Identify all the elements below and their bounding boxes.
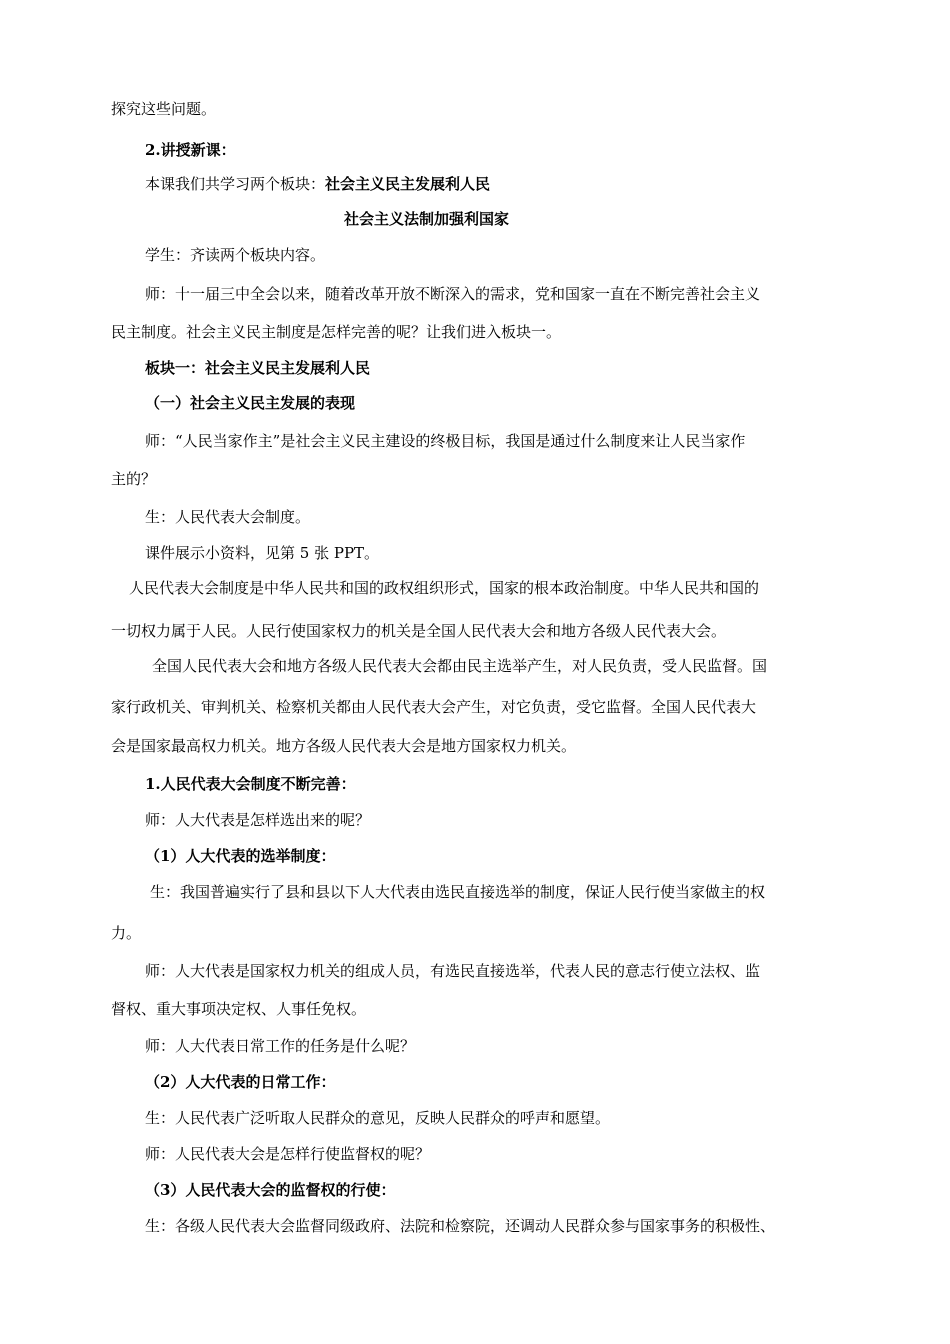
text-line: 学生：齐读两个板块内容。: [145, 246, 326, 264]
text-line: 师：人大代表是国家权力机关的组成人员，有选民直接选举，代表人民的意志行使立法权、监: [145, 962, 761, 980]
text-line: 课件展示小资料，见第 5 张 PPT。: [145, 544, 380, 562]
text-line: 力。: [111, 924, 142, 942]
text-line: 师：十一届三中全会以来，随着改革开放不断深入的需求，党和国家一直在不断完善社会主义: [145, 285, 761, 303]
numbered-heading: 1.人民代表大会制度不断完善：: [145, 775, 356, 793]
text-line: 师：“人民当家作主”是社会主义民主建设的终极目标，我国是通过什么制度来让人民当家作: [145, 432, 746, 450]
sub-heading: （一）社会主义民主发展的表现: [145, 394, 356, 412]
text-line: 民主制度。社会主义民主制度是怎样完善的呢？让我们进入板块一。: [111, 323, 562, 341]
block-heading: 板块一：社会主义民主发展利人民: [145, 359, 371, 377]
intro-text: 本课我们共学习两个板块：: [145, 175, 326, 193]
numbered-heading: （1）人大代表的选举制度：: [145, 847, 336, 865]
text-line: 主的？: [111, 470, 157, 488]
text-line: 人民代表大会制度是中华人民共和国的政权组织形式，国家的根本政治制度。中华人民共和国的: [129, 579, 760, 597]
text-line: 探究这些问题。: [111, 100, 217, 118]
section-heading: 2.讲授新课：: [145, 141, 236, 159]
text-line: 督权、重大事项决定权、人事任免权。: [111, 1000, 367, 1018]
text-line: 师：人大代表日常工作的任务是什么呢？: [145, 1037, 416, 1055]
text-line: 生：我国普遍实行了县和县以下人大代表由选民直接选举的制度，保证人民行使当家做主的权: [150, 883, 766, 901]
text-line: 师：人大代表是怎样选出来的呢？: [145, 811, 371, 829]
text-line: 家行政机关、审判机关、检察机关都由人民代表大会产生，对它负责，受它监督。全国人民代表大: [111, 698, 757, 716]
text-line: 全国人民代表大会和地方各级人民代表大会都由民主选举产生，对人民负责，受人民监督。国: [152, 657, 768, 675]
text-line: 生：人民代表广泛听取人民群众的意见，反映人民群众的呼声和愿望。: [145, 1109, 611, 1127]
text-line: 生：人民代表大会制度。: [145, 508, 311, 526]
block-one-title: 社会主义民主发展利人民: [325, 175, 491, 193]
block-two-title: 社会主义法制加强利国家: [344, 210, 510, 228]
text-line: 师：人民代表大会是怎样行使监督权的呢？: [145, 1145, 431, 1163]
numbered-heading: （2）人大代表的日常工作：: [145, 1073, 336, 1091]
numbered-heading: （3）人民代表大会的监督权的行使：: [145, 1181, 396, 1199]
text-line: [145, 174, 885, 194]
text-line: 生：各级人民代表大会监督同级政府、法院和检察院，还调动人民群众参与国家事务的积极性、: [145, 1217, 776, 1235]
text-line: 会是国家最高权力机关。地方各级人民代表大会是地方国家权力机关。: [111, 737, 577, 755]
text-line: 一切权力属于人民。人民行使国家权力的机关是全国人民代表大会和地方各级人民代表大会。: [111, 622, 727, 640]
